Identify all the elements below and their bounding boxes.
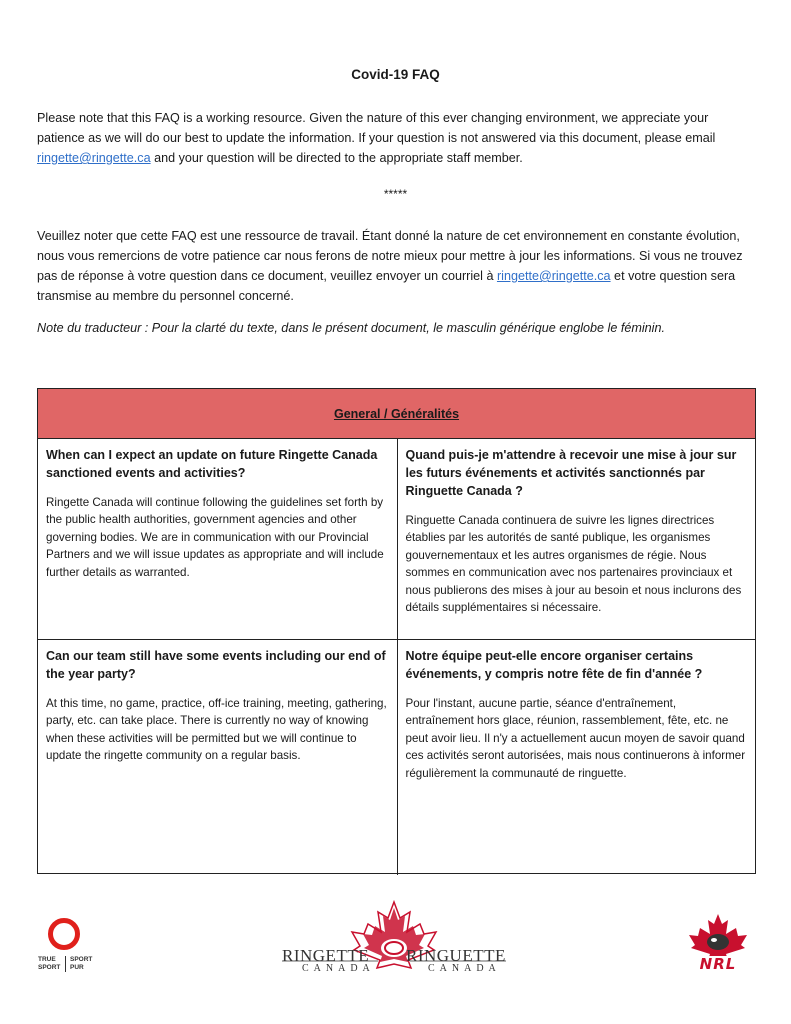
true-sport-text: SPORT [38,964,61,971]
faq-answer-english: Ringette Canada will continue following the guidelines set forth by the public health authorities, government agencies and other governing bodies. We are in communication with our Provincial Partners and we will issue updates as appropriate and will include further details as warranted. [46,496,384,579]
faq-row [38,640,755,875]
intro-french-text: Veuillez noter que cette FAQ est une ressource de travail. Étant donné la nature de cet environnement en constante évolution, nous vous remercions de votre patience car nous ferons de notre mieux pour mettre à jour les informations. Si vous ne trouvez pas de réponse à votre question dans ce document, veuillez envoyer un courriel à [37,229,743,283]
nrl-logo [686,912,750,974]
translator-note: Note du traducteur : Pour la clarté du texte, dans le présent document, le masculin générique englobe le féminin. [37,321,665,335]
faq-row [38,439,755,640]
faq-question-english: When can I expect an update on future Ringette Canada sanctioned events and activities? [46,448,378,480]
page-title: Covid-19 FAQ [351,67,440,82]
faq-question-french: Notre équipe peut-elle encore organiser certains événements, y compris notre fête de fin d'année ? [405,649,703,681]
faq-cell-english [38,640,397,875]
faq-answer-french: Ringuette Canada continuera de suivre les lignes directrices établies par les autorités de santé publique, les organismes gouvernementaux et les autres organismes de régie. Nous sommes en communication avec nos partenaires provinciaux et nous publierons des mises à jour au besoin et nous inclurons des détails supplémentaires si nécessaire. [405,514,742,615]
true-sport-text: SPORT [70,956,93,963]
email-link-french[interactable]: ringette@ringette.ca [496,269,611,283]
faq-question-english: Can our team still have some events including our end of the year party? [46,649,386,681]
ringette-wordmark: RINGETTE [282,946,370,965]
intro-french [37,226,759,306]
email-link-english[interactable]: ringette@ringette.ca [37,151,151,165]
divider [65,956,66,972]
faq-cell-french [397,640,756,875]
ringette-canada-logo [278,898,510,978]
ringuette-wordmark: RINGUETTE [406,946,506,965]
true-sport-text: TRUE [38,956,56,963]
faq-table [37,388,756,874]
faq-cell-french [397,439,756,639]
faq-answer-english: At this time, no game, practice, off-ice training, meeting, gathering, party, etc. can take place. There is currently no way of knowing when these activities will be permitted but we will continue to update the ringette community on a regular basis. [46,697,387,763]
true-sport-ring-icon [48,918,80,950]
canada-wordmark: CANADA [428,963,501,974]
faq-answer-french: Pour l'instant, aucune partie, séance d'entraînement, entraînement hors glace, réunion, rassemblement, fête, etc. ne peut avoir lieu. Il n'y a actuellement aucun moyen de savoir quand ces activités seront autorisées, mais nous continuerons à informer régulièrement la communauté de ringuette. [405,697,746,780]
intro-english-text: Please note that this FAQ is a working resource. Given the nature of this ever changing environment, we appreciate your patience as we will do our best to update the information. If your question is not answered via this document, please email [37,111,716,145]
nrl-wordmark: NRL [699,955,737,973]
section-separator: ***** [383,187,408,201]
intro-english [37,108,759,168]
faq-cell-english [38,439,397,639]
intro-english-text-end: and your question will be directed to the appropriate staff member. [150,151,523,165]
faq-section-header: General / Généralités [38,389,755,439]
intro-french-text-end: et votre question sera transmise au membre du personnel concerné. [37,269,736,303]
faq-question-french: Quand puis-je m'attendre à recevoir une mise à jour sur les futurs événements et activités sanctionnés par Ringuette Canada ? [405,448,737,498]
canada-wordmark: CANADA [302,963,375,974]
true-sport-text: PUR [70,964,84,971]
true-sport-logo [38,918,98,976]
